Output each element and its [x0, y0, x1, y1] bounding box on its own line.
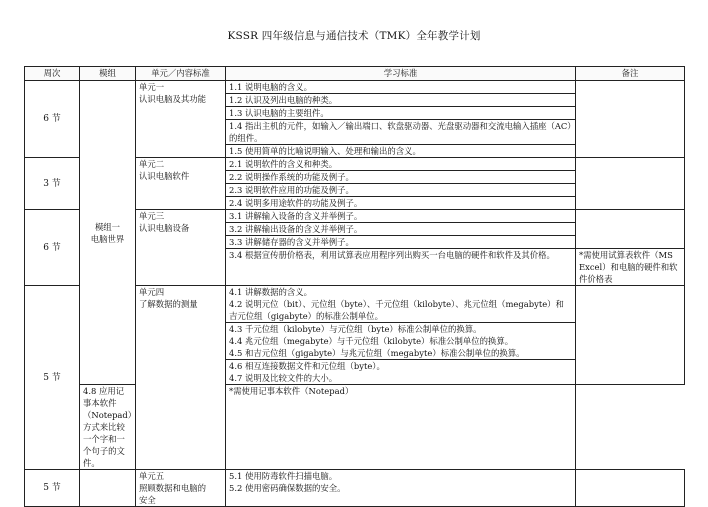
standard-cell: 2.3 说明软件应用的功能及例子。 — [226, 184, 576, 197]
header-module: 模组 — [80, 67, 136, 81]
week-cell: 3 节 — [25, 158, 80, 210]
unit-title-cont: 安全 — [139, 495, 156, 505]
teaching-plan-table — [24, 66, 685, 507]
header-unit: 单元／内容标准 — [136, 67, 226, 81]
remark-cell — [576, 81, 685, 158]
unit-cell — [136, 158, 226, 210]
unit-number: 单元四 — [139, 287, 165, 297]
table-row — [25, 385, 685, 470]
remark-cell-excel: *需使用试算表软件（MS Excel）和电脑的硬件和软件价格表 — [576, 249, 685, 286]
unit-title: 照顾数据和电脑的 — [139, 483, 206, 493]
remark-cell — [576, 286, 685, 385]
standard-cell: 2.4 说明多用途软件的功能及例子。 — [226, 197, 576, 210]
unit-number: 单元一 — [139, 82, 165, 92]
unit-title: 认识电脑软件 — [139, 171, 190, 181]
standard-cell: 4.3 千元位组（kilobyte）与元位组（byte）标准公制单位的换算。 4.4 兆元位组（megabyte）与千元位组（kilobyte）标准公制单位的换算。 4.5 和吉元位组（gigabyte）与兆元位组（megabyte）标准公制单位的换算。 — [226, 323, 576, 360]
header-week: 周次 — [25, 67, 80, 81]
header-remarks: 备注 — [576, 67, 685, 81]
unit-cell — [136, 210, 226, 286]
standard-cell: 1.5 使用简单的比喻说明输入、处理和输出的含义。 — [226, 145, 576, 158]
remark-cell-notepad: *需使用记事本软件（Notepad） — [226, 385, 576, 470]
standard-cell: 1.3 认识电脑的主要组件。 — [226, 107, 576, 120]
standard-cell: 4.6 相互连接数据文件和元位组（byte）。 4.7 说明及比较文件的大小。 — [226, 360, 576, 385]
table-row — [25, 81, 685, 94]
standard-cell: 4.1 讲解数据的含义。 4.2 说明元位（bit）、元位组（byte）、千元位组（kilobyte）、兆元位组（megabyte）和吉元位组（gigabyte）的标准公制单位。 — [226, 286, 576, 323]
table-row — [25, 470, 685, 507]
unit-cell — [136, 470, 226, 507]
week-cell: 5 节 — [25, 286, 80, 470]
remark-cell — [576, 470, 685, 507]
unit-title: 认识电脑设备 — [139, 223, 190, 233]
unit-number: 单元五 — [139, 471, 165, 481]
remark-cell — [576, 210, 685, 249]
header-standards: 学习标准 — [226, 67, 576, 81]
standard-cell: 2.2 说明操作系统的功能及例子。 — [226, 171, 576, 184]
standard-cell: 1.1 说明电脑的含义。 — [226, 81, 576, 94]
remark-cell — [576, 158, 685, 210]
unit-number: 单元三 — [139, 211, 165, 221]
module-cell-empty — [80, 470, 136, 507]
module-name: 电脑世界 — [90, 233, 125, 244]
unit-number: 单元二 — [139, 159, 165, 169]
standard-cell: 3.4 根据宣传册价格表，利用试算表应用程序列出购买一台电脑的硬件和软件及其价格。 — [226, 249, 576, 286]
standard-cell: 3.2 讲解输出设备的含义并举例子。 — [226, 223, 576, 236]
unit-title: 认识电脑及其功能 — [139, 94, 206, 104]
unit-title: 了解数据的测量 — [139, 299, 198, 309]
unit-cell — [136, 81, 226, 158]
week-cell: 5 节 — [25, 470, 80, 507]
standard-cell: 1.4 指出主机的元件，如输入／输出端口、软盘驱动器、光盘驱动器和交流电输入插座（AC）的组件。 — [226, 120, 576, 145]
week-cell: 6 节 — [25, 81, 80, 158]
standard-cell: 3.1 讲解输入设备的含义并举例子。 — [226, 210, 576, 223]
standard-cell: 5.1 使用防毒软件扫描电脑。 5.2 使用密码确保数据的安全。 — [226, 470, 576, 507]
standard-cell: 1.2 认识及列出电脑的种类。 — [226, 94, 576, 107]
header-row — [25, 67, 685, 81]
page-title: KSSR 四年级信息与通信技术（TMK）全年教学计划 — [227, 30, 481, 42]
module-label: 模组一 — [94, 221, 121, 232]
week-cell: 6 节 — [25, 210, 80, 286]
standard-cell: 3.3 讲解储存器的含义并举例子。 — [226, 236, 576, 249]
standard-cell: 4.8 应用记事本软件（Notepad）方式来比较一个字和一个句子的文件。 — [80, 385, 136, 470]
unit-cell — [136, 286, 226, 470]
module-cell — [80, 81, 136, 385]
standard-cell: 2.1 说明软件的含义和种类。 — [226, 158, 576, 171]
